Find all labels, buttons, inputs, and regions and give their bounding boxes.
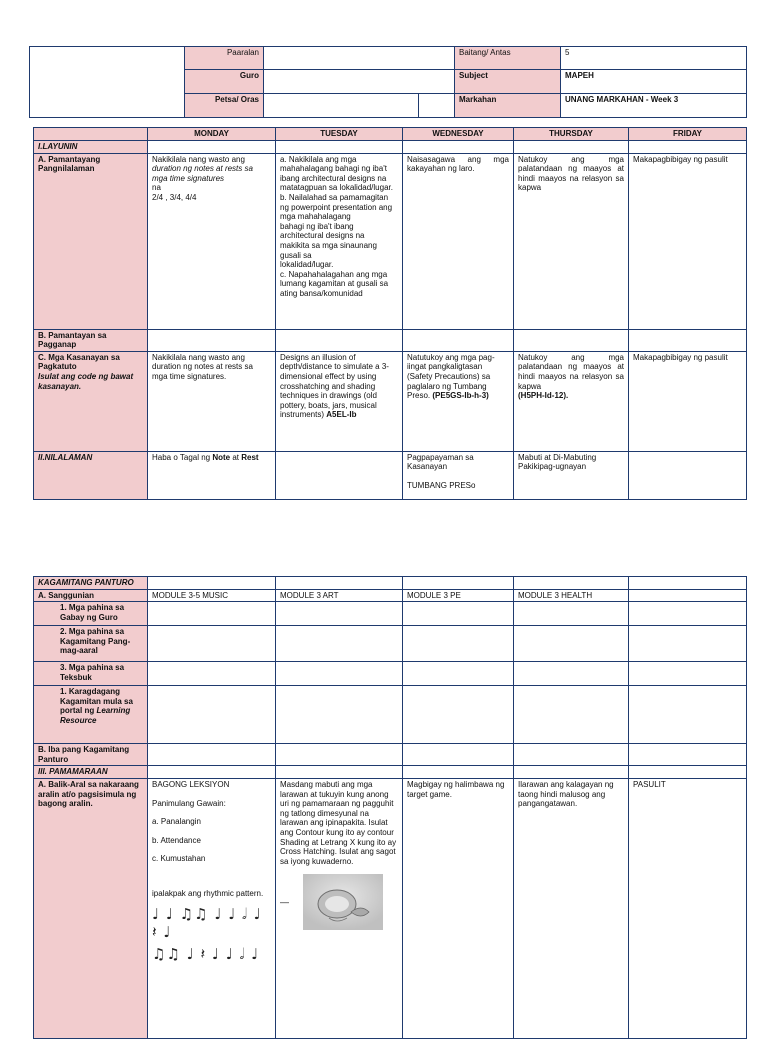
pamantayang-pangnilalaman-label: A. Pamantayang Pangnilalaman	[34, 153, 148, 329]
day-wednesday: WEDNESDAY	[403, 128, 514, 141]
day-thursday: THURSDAY	[514, 128, 629, 141]
subject-label: Subject	[455, 70, 561, 94]
guro-label: Guro	[185, 70, 264, 94]
pamamaraan-tuesday: Masdang mabuti ang mga larawan at tukuyin kung anong uri ng pamamaraan ng pagguhit ng tatlong dimesyunal na larawan ang ipinapakita. Isulat ang Contour kung ito ay contour Shading at Letrang X kung ito ay Cross Hatching. Isulat ang sagot sa iyong kuwaderno. —	[276, 778, 403, 1038]
rhythm-pattern-2: ♫♫ ♩ 𝄽 ♩ ♩ 𝅗𝅥 ♩	[152, 944, 260, 963]
pamantayan-sa-pagganap-label: B. Pamantayan sa Pagganap	[34, 329, 148, 351]
c-wednesday: Natutukoy ang mga pag- iingat pangkaligtasan (Safety Precautions) sa paglalaro ng Tumbang Preso. (PE5GS-Ib-h-3)	[403, 351, 514, 451]
markahan-value[interactable]: UNANG MARKAHAN - Week 3	[561, 94, 747, 118]
pamamaraan-monday: BAGONG LEKSIYON Panimulang Gawain: a. Panalangin b. Attendance c. Kumustahan ipalakpak ang rhythmic pattern. ♩ ♩ ♫♫ ♩ ♩ 𝅗𝅥 ♩ 𝄽 ♩ ♫♫ ♩ 𝄽 ♩ ♩ 𝅗𝅥 ♩	[148, 778, 276, 1038]
layunin-table	[33, 127, 747, 500]
layunin-title: I.LAYUNIN	[34, 141, 148, 154]
balik-aral-label: A. Balik-Aral sa nakaraang aralin at/o pagsisimula ng bagong aralin.	[34, 778, 148, 1038]
kasanayan-label: C. Mga Kasanayan sa Pagkatuto Isulat ang code ng bawat kasanayan.	[34, 351, 148, 451]
orange-shading-image	[303, 874, 383, 930]
module-tuesday: MODULE 3 ART	[276, 589, 403, 602]
a-tuesday: a. Nakikilala ang mga mahahalagang bahagi ng iba't ibang architectural designs na matatagpuan sa lokalidad/lugar. b. Nailalahad sa pamamagitan ng powerpoint presentation ang mga mahahalagang bahagi ng iba't ibang architectural designs na makikita sa mga sinaunang gusali sa lokalidad/lugar. c. Napahahalagahan ang mga lumang kagamitan at gusali sa ating bansa/komunidad	[276, 153, 403, 329]
petsa-field[interactable]	[264, 94, 419, 118]
module-monday: MODULE 3-5 MUSIC	[148, 589, 276, 602]
day-tuesday: TUESDAY	[276, 128, 403, 141]
kagamitan-title: KAGAMITANG PANTURO	[34, 577, 148, 590]
logo-cell	[30, 47, 185, 118]
gabay-guro-label: 1. Mga pahina sa Gabay ng Guro	[34, 602, 148, 626]
module-thursday: MODULE 3 HEALTH	[514, 589, 629, 602]
rhythm-pattern-1: ♩ ♩ ♫♫ ♩ ♩ 𝅗𝅥 ♩ 𝄽 ♩	[152, 904, 262, 941]
a-wednesday: Naisasagawa ang mga kakayahan ng laro.	[403, 153, 514, 329]
header-table	[29, 46, 747, 118]
c-wednesday-code: (PE5GS-Ib-h-3)	[432, 391, 489, 401]
pamamaraan-title: III. PAMAMARAAN	[34, 766, 148, 779]
module-wednesday: MODULE 3 PE	[403, 589, 514, 602]
pamamaraan-wednesday: Magbigay ng halimbawa ng target game.	[403, 778, 514, 1038]
baitang-value[interactable]: 5	[561, 47, 747, 70]
baitang-label: Baitang/ Antas	[455, 47, 561, 70]
paaralan-field[interactable]	[264, 47, 455, 70]
pamamaraan-thursday: Ilarawan ang kalagayan ng taong hindi malusog ang pangangatawan.	[514, 778, 629, 1038]
karagdagang-kagamitan-label: 1. Karagdagang Kagamitan mula sa portal ng Learning Resource	[34, 686, 148, 744]
guro-field[interactable]	[264, 70, 455, 94]
nilalaman-thursday: Mabuti at Di-Mabuting Pakikipag-ugnayan	[514, 451, 629, 499]
markahan-label: Markahan	[455, 94, 561, 118]
c-tuesday-code: A5EL-Ib	[326, 410, 357, 420]
day-friday: FRIDAY	[629, 128, 747, 141]
c-thursday: Natukoy ang mga palatandaan ng maayos at hindi maayos na relasyon sa kapwa (H5PH-Id-12).	[514, 351, 629, 451]
oras-field[interactable]	[419, 94, 455, 118]
corner-cell	[34, 128, 148, 141]
subject-value[interactable]: MAPEH	[561, 70, 747, 94]
day-monday: MONDAY	[148, 128, 276, 141]
kagamitan-table	[33, 576, 747, 1039]
pamamaraan-friday: PASULIT	[629, 778, 747, 1038]
petsa-label: Petsa/ Oras	[185, 94, 264, 118]
kagamitang-mag-aaral-label: 2. Mga pahina sa Kagamitang Pang-mag-aaral	[34, 626, 148, 662]
nilalaman-monday: Haba o Tagal ng Note at Rest	[148, 451, 276, 499]
iba-pang-kagamitan-label: B. Iba pang Kagamitang Panturo	[34, 744, 148, 766]
c-tuesday: Designs an illusion of depth/distance to simulate a 3- dimensional effect by using crosshatching and shading techniques in drawings (old pottery, boats, jars, musical instruments) A5EL-Ib	[276, 351, 403, 451]
a-monday: Nakikilala nang wasto ang duration ng notes at rests sa mga time signatures na 2/4 , 3/4, 4/4	[148, 153, 276, 329]
sanggunian-label: A. Sanggunian	[34, 589, 148, 602]
paaralan-label: Paaralan	[185, 47, 264, 70]
c-friday: Makapagbibigay ng pasulit	[629, 351, 747, 451]
nilalaman-wednesday: Pagpapayaman sa Kasanayan TUMBANG PRESo	[403, 451, 514, 499]
a-friday: Makapagbibigay ng pasulit	[629, 153, 747, 329]
a-thursday: Natukoy ang mga palatandaan ng maayos at hindi maayos na relasyon sa kapwa	[514, 153, 629, 329]
c-thursday-code: (H5PH-Id-12).	[518, 391, 569, 401]
c-monday: Nakikilala nang wasto ang duration ng notes at rests sa mga time signatures.	[148, 351, 276, 451]
nilalaman-title: II.NILALAMAN	[34, 451, 148, 499]
teksbuk-label: 3. Mga pahina sa Teksbuk	[34, 662, 148, 686]
